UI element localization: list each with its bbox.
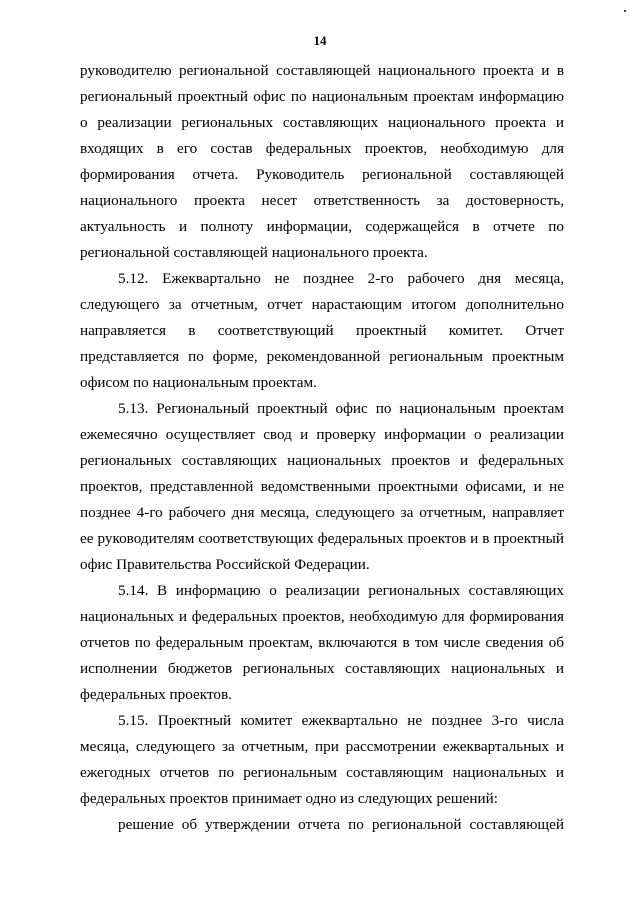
paragraph-continuation: руководителю региональной составляющей национального проекта и в региональный проектный офис по национальным проектам информацию о реализации региональных составляющих национального проекта и входящих в его состав федеральных проектов, необходимую для формирования отчета. Руководитель региональной составляющей национального проекта несет ответственность за достоверность, актуальность и полноту информации, содержащейся в отчете по региональной составляющей национального проекта.	[80, 62, 564, 261]
paragraph-5-15: 5.15. Проектный комитет ежеквартально не позднее 3-го числа месяца, следующего за отчетным, при рассмотрении ежеквартальных и ежегодных отчетов по региональным составляющим национальных и федеральных проектов принимает одно из следующих решений:	[80, 712, 564, 807]
paragraph-5-12: 5.12. Ежеквартально не позднее 2-го рабочего дня месяца, следующего за отчетным, отчет нарастающим итогом дополнительно направляется в соответствующий проектный комитет. Отчет представляется по форме, рекомендованной региональным проектным офисом по национальным проектам.	[80, 270, 564, 391]
paragraph-decision-approve: решение об утверждении отчета по региональной составляющей	[118, 816, 564, 833]
paragraph-5-14: 5.14. В информацию о реализации региональных составляющих национальных и федеральных проектов, необходимую для формирования отчетов по федеральным проектам, включаются в том числе сведения об исполнении бюджетов региональных составляющих национальных и федеральных проектов.	[80, 582, 564, 703]
document-body	[80, 58, 564, 838]
paragraph-5-13: 5.13. Региональный проектный офис по национальным проектам ежемесячно осуществляет свод и проверку информации о реализации региональных составляющих национальных проектов и федеральных проектов, представленной ведомственными проектными офисами, и не позднее 4-го рабочего дня месяца, следующего за отчетным, направляет ее руководителям соответствующих федеральных проектов и в проектный офис Правительства Российской Федерации.	[80, 400, 564, 573]
page-number: 14	[313, 33, 327, 48]
scan-mark	[624, 10, 626, 12]
